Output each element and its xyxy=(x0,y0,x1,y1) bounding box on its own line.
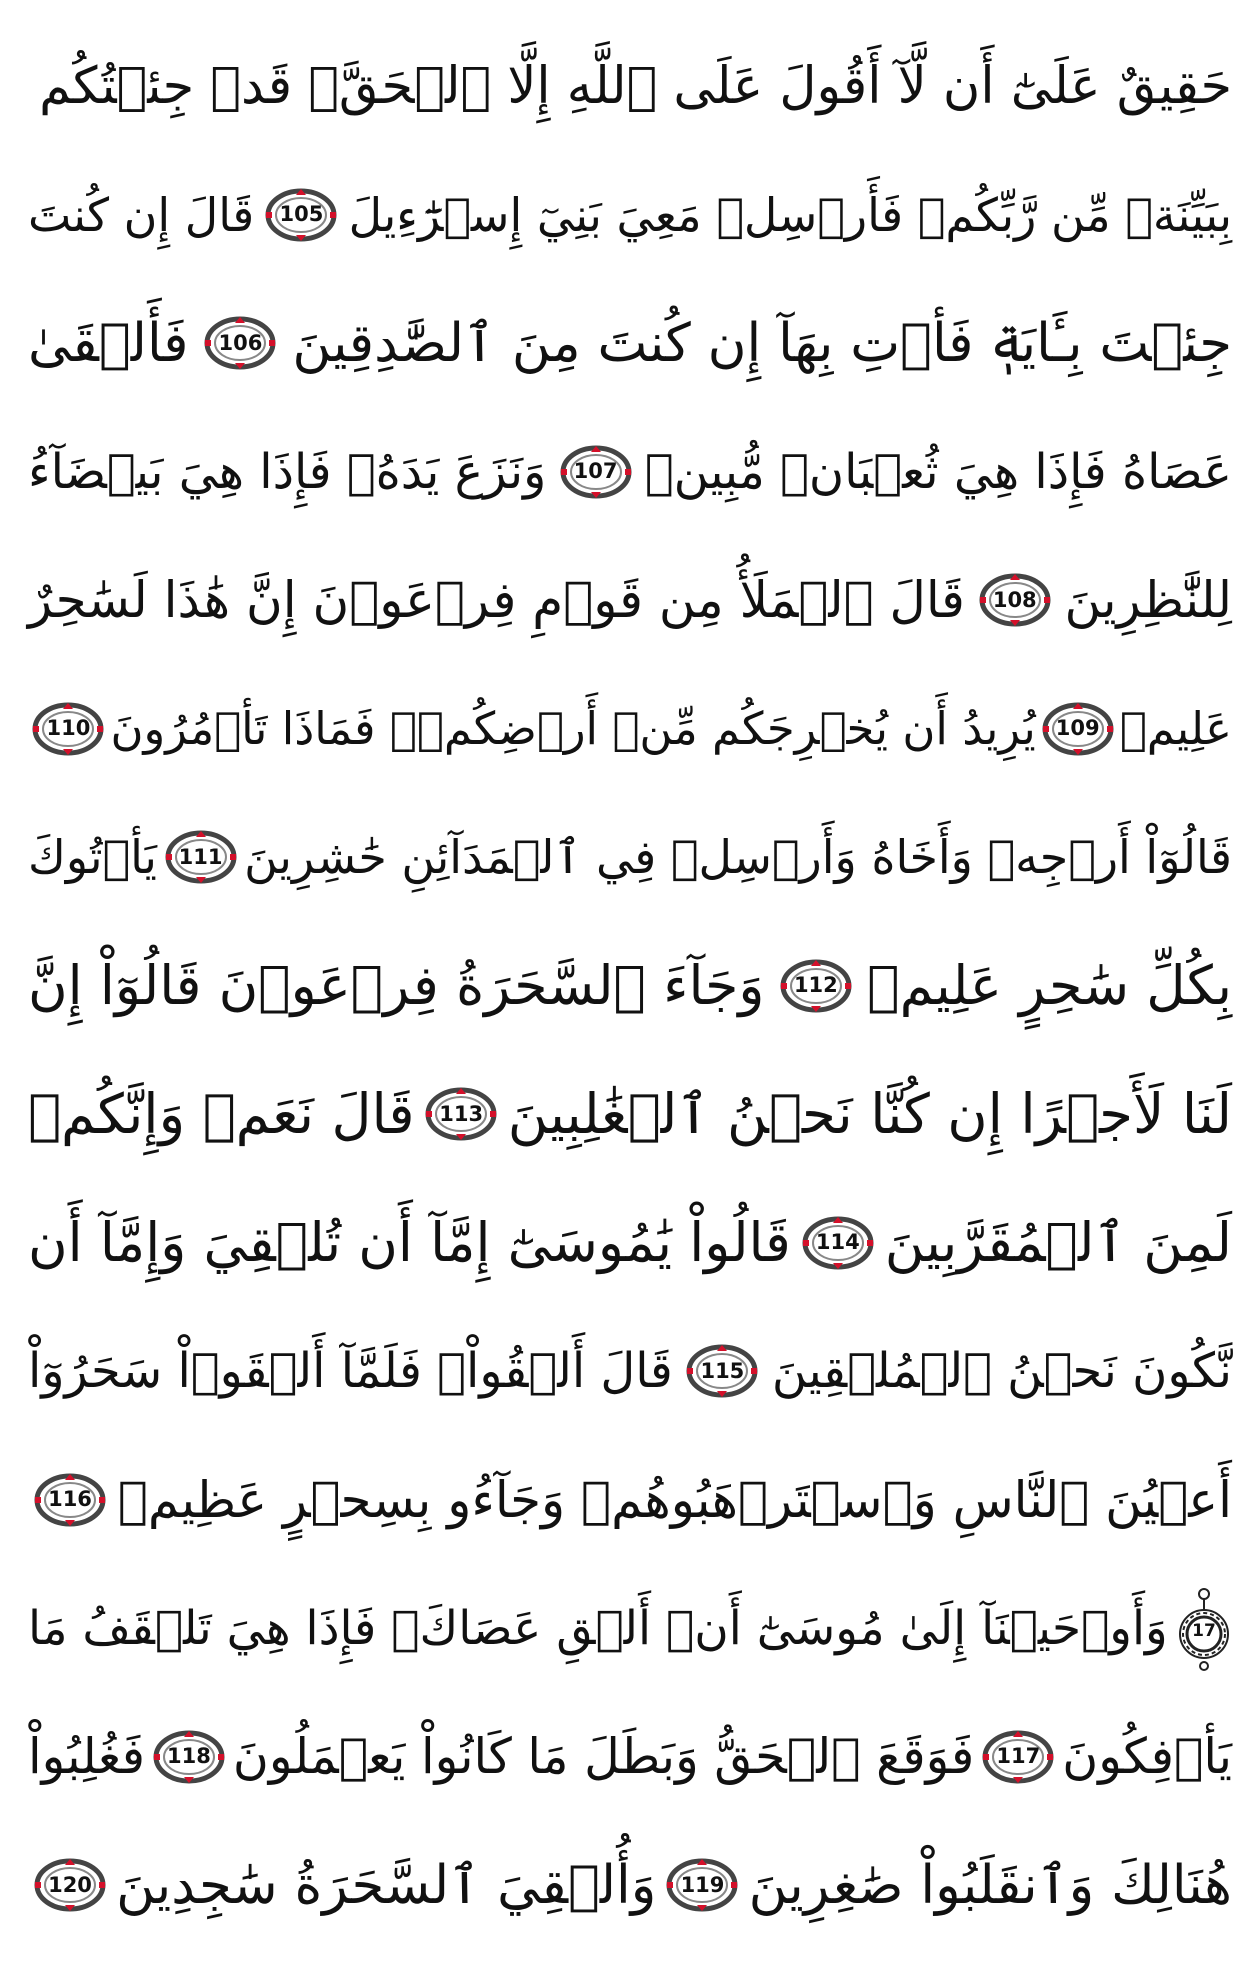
line-text: لَنَا لَأَجۡرًا إِن كُنَّا نَحۡنُ ٱلۡغَٰلِبِينَ xyxy=(507,1081,1232,1146)
verse-number-marker xyxy=(32,701,104,757)
verse-number: 113 xyxy=(439,1101,484,1126)
verse-number-marker xyxy=(666,1857,738,1913)
verse-number: 109 xyxy=(1055,716,1100,741)
verse-number-marker xyxy=(153,1729,225,1785)
verse-number-marker xyxy=(686,1343,758,1399)
line-text: وَجَآءَ ٱلسَّحَرَةُ فِرۡعَوۡنَ قَالُوٓاْ إِنَّ xyxy=(28,953,765,1017)
verse-number: 111 xyxy=(178,844,223,869)
line-text: لِلنَّٰظِرِينَ xyxy=(1064,571,1232,630)
verse-number: 106 xyxy=(218,330,263,355)
verse-number: 108 xyxy=(992,587,1037,612)
line-text: يَأۡفِكُونَ xyxy=(1062,1728,1232,1786)
verse-number-marker xyxy=(34,1472,106,1528)
text-line xyxy=(28,1050,1232,1179)
text-line xyxy=(28,1821,1232,1950)
text-line xyxy=(28,536,1232,665)
verse-number-marker xyxy=(982,1729,1054,1785)
verse-number: 107 xyxy=(573,459,618,484)
text-line xyxy=(28,1307,1232,1436)
text-line xyxy=(28,793,1232,922)
line-text: وَنَزَعَ يَدَهُۥ فَإِذَا هِيَ بَيۡضَآءُ xyxy=(28,443,547,500)
text-line xyxy=(28,1564,1232,1693)
text-line xyxy=(28,408,1232,537)
line-text: قَالُواْ يَٰمُوسَىٰٓ إِمَّآ أَن تُلۡقِيَ وَإِمَّآ أَن xyxy=(28,1210,791,1274)
text-line xyxy=(28,279,1232,408)
hizb-marker xyxy=(1176,1584,1232,1672)
text-line xyxy=(28,22,1232,151)
line-text: حَقِيقٌ عَلَىٰٓ أَن لَّآ أَقُولَ عَلَى ٱللَّهِ إِلَّا ٱلۡحَقَّۚ قَدۡ جِئۡتُكُم xyxy=(39,56,1232,116)
text-line xyxy=(28,1436,1232,1565)
verse-number-marker xyxy=(560,444,632,500)
line-text: قَالَ أَلۡقُواْۖ فَلَمَّآ أَلۡقَوۡاْ سَحَرُوٓاْ xyxy=(28,1343,673,1400)
line-text: جِئۡتَ بِـَٔايَةٖ فَأۡتِ بِهَآ إِن كُنتَ مِنَ ٱلصَّٰدِقِينَ xyxy=(292,312,1232,374)
line-text: أَعۡيُنَ ٱلنَّاسِ وَٱسۡتَرۡهَبُوهُمۡ وَجَآءُو بِسِحۡرٍ عَظِيمٖ xyxy=(117,1470,1232,1529)
verse-number-marker xyxy=(204,315,276,371)
hizb-number: 17 xyxy=(1192,1620,1216,1641)
verse-number: 119 xyxy=(680,1872,725,1897)
line-text: فَأَلۡقَىٰ xyxy=(28,312,189,374)
line-text: يُرِيدُ أَن يُخۡرِجَكُم مِّنۡ أَرۡضِكُمۡۖ فَمَاذَا تَأۡمُرُونَ xyxy=(110,702,1036,756)
line-text: قَالَ نَعَمۡ وَإِنَّكُمۡ xyxy=(28,1081,415,1146)
line-text: فَوَقَعَ ٱلۡحَقُّ وَبَطَلَ مَا كَانُواْ يَعۡمَلُونَ xyxy=(232,1728,975,1786)
quran-page xyxy=(28,22,1232,1950)
verse-number-marker xyxy=(265,187,337,243)
text-line xyxy=(28,922,1232,1051)
verse-number-marker xyxy=(425,1086,497,1142)
verse-number: 110 xyxy=(46,716,91,741)
verse-number: 115 xyxy=(700,1358,745,1383)
line-text: عَلِيمٞ xyxy=(1119,702,1232,756)
verse-number-marker xyxy=(34,1857,106,1913)
verse-number: 105 xyxy=(279,202,324,227)
verse-number: 118 xyxy=(167,1744,211,1769)
line-text: لَمِنَ ٱلۡمُقَرَّبِينَ xyxy=(884,1210,1232,1274)
line-text: بِكُلِّ سَٰحِرٍ عَلِيمٖ xyxy=(867,953,1232,1017)
verse-number-marker xyxy=(165,829,237,885)
text-line xyxy=(28,1179,1232,1308)
line-text: يَأۡتُوكَ xyxy=(28,830,157,885)
line-text: وَأَوۡحَيۡنَآ إِلَىٰ مُوسَىٰٓ أَنۡ أَلۡقِ عَصَاكَۖ فَإِذَا هِيَ تَلۡقَفُ مَا xyxy=(28,1600,1168,1656)
verse-number: 117 xyxy=(996,1744,1041,1769)
line-text: قَالُوٓاْ أَرۡجِهۡ وَأَخَاهُ وَأَرۡسِلۡ فِي ٱلۡمَدَآئِنِ حَٰشِرِينَ xyxy=(244,830,1232,885)
line-text: وَأُلۡقِيَ ٱلسَّحَرَةُ سَٰجِدِينَ xyxy=(116,1854,657,1916)
line-text: قَالَ إِن كُنتَ xyxy=(28,187,255,242)
verse-number-marker xyxy=(802,1215,874,1271)
verse-number-marker xyxy=(780,958,852,1014)
verse-number-marker xyxy=(979,572,1051,628)
line-text: نَّكُونَ نَحۡنُ ٱلۡمُلۡقِينَ xyxy=(771,1343,1232,1400)
line-text: فَغُلِبُواْ xyxy=(28,1728,145,1786)
line-text: قَالَ ٱلۡمَلَأُ مِن قَوۡمِ فِرۡعَوۡنَ إِنَّ هَٰذَا لَسَٰحِرٌ xyxy=(28,571,965,630)
text-line xyxy=(28,151,1232,280)
text-line xyxy=(28,1693,1232,1822)
verse-number: 116 xyxy=(48,1487,92,1512)
verse-number-marker xyxy=(1042,701,1114,757)
line-text: بِبَيِّنَةٖ مِّن رَّبِّكُمۡ فَأَرۡسِلۡ مَعِيَ بَنِيٓ إِسۡرَٰٓءِيلَ xyxy=(348,187,1232,242)
verse-number: 120 xyxy=(48,1872,92,1897)
verse-number: 112 xyxy=(793,973,838,998)
line-text: عَصَاهُ فَإِذَا هِيَ ثُعۡبَانٞ مُّبِينٞ xyxy=(644,443,1232,500)
text-line xyxy=(28,665,1232,794)
verse-number: 114 xyxy=(815,1230,860,1255)
line-text: هُنَالِكَ وَٱنقَلَبُواْ صَٰغِرِينَ xyxy=(748,1854,1232,1916)
